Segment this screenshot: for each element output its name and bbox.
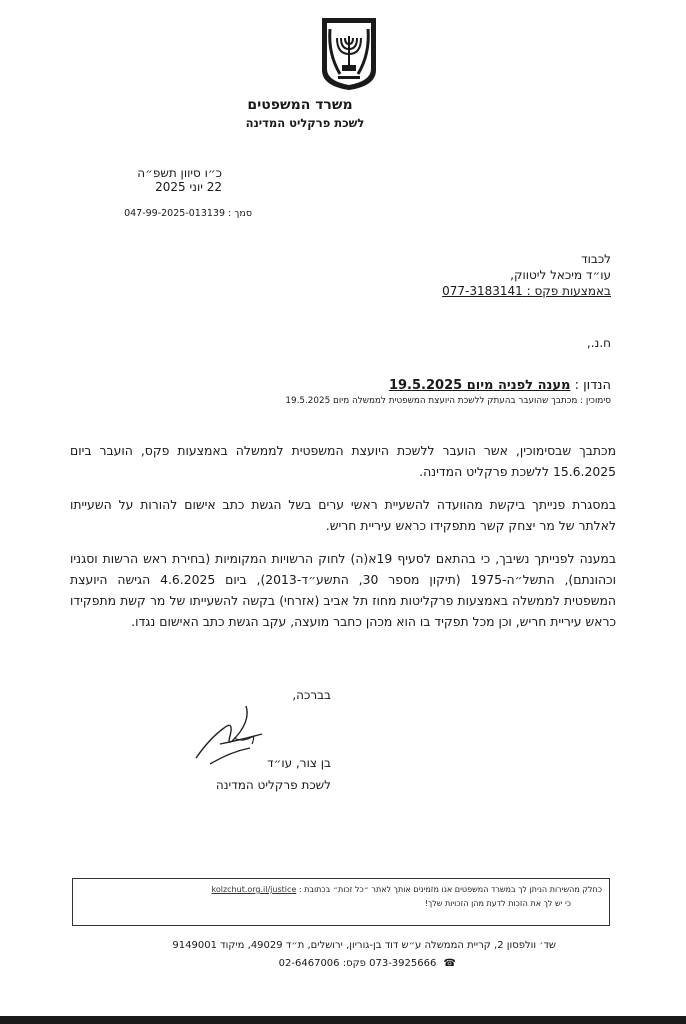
reference-label: סמך : xyxy=(228,208,252,219)
body-paragraph-1: מכתבך שבסימוכין, אשר הועבר ללשכת היועצת המשפטית לממשלה באמצעות פקס, הועבר ביום 15.6.2025 ללשכת פרקליט המדינה. xyxy=(70,443,616,479)
rights-notice-line-1 xyxy=(211,885,602,894)
state-emblem-icon xyxy=(318,14,380,92)
signer-office: לשכת פרקליט המדינה xyxy=(215,778,331,792)
body-paragraph-2: במסגרת פנייתך ביקשת מהוועדה להשעיית ראשי ערים בשל הגשת כתב אישום להורות על השעייתו לאלתר של מר יצחק קשר מתפקידו כראש עיריית חריש. xyxy=(70,497,616,533)
recipient-name: עו״ד מיכאל ליטווק, xyxy=(510,268,611,282)
fax-label: באמצעות פקס : xyxy=(526,284,611,298)
footer-phone: 073-3925666 xyxy=(369,958,437,969)
footer-address: שד׳ וולפסון 2, קריית הממשלה ע״ש דוד בן-גוריון, ירושלים, ת״ד 49029, מיקוד 9149001 xyxy=(172,940,556,951)
footer-contact xyxy=(279,958,456,969)
subject-label: הנדון : xyxy=(574,378,611,393)
kolzchut-link[interactable]: kolzchut.org.il/justice xyxy=(211,885,297,894)
subject-text: מענה לפניה מיום 19.5.2025 xyxy=(388,378,571,393)
reference-number: 047-99-2025-013139 xyxy=(124,208,226,219)
ministry-name: משרד המשפטים xyxy=(247,97,353,113)
subject-reference: סימוכין : מכתבך שהועבר בהעתק ללשכת היועצת המשפטית לממשלה מיום 19.5.2025 xyxy=(285,396,611,406)
footer-fax: 02-6467006 xyxy=(278,958,340,969)
recipient-fax xyxy=(442,284,611,298)
rights-notice-text: כחלק מהשירות הניתן לך במשרד המשפטים אנו מזמינים אותך לאתר ״כל זכות״ בכתובת : xyxy=(298,885,602,894)
fax-number: 077-3183141 xyxy=(442,284,523,298)
recipient-title: לכבוד xyxy=(581,252,611,266)
reference-line xyxy=(124,208,252,219)
subject-line xyxy=(389,378,611,393)
closing: בברכה, xyxy=(292,688,331,702)
rights-notice-line-2: כי יש לך את הזכות לדעת מהן הזכויות שלך! xyxy=(424,899,571,908)
phone-fax-icon: ☎ xyxy=(443,958,456,969)
footer-fax-label: פקס: xyxy=(342,958,366,969)
body-paragraph-3: במענה לפנייתך נשיבך, כי בהתאם לסעיף 19א(ה) לחוק הרשויות המקומיות (בחירת ראש הרשות וסגניו וכהונתם), התשל״ה-1975 (תיקון מספר 30, התשע״ד-2013), ביום 4.6.2025 הגישה היועצת המשפטית לממשלה באמצעות פרקליטות מחוז תל אביב (אזרחי) בקשה להשעייתו של מר קשת מתפקידו כראש עיריית חריש, וכן מכל תפקיד בו הוא מכהן כחבר מועצה, עקב הגשת כתב האישום נגדו. xyxy=(70,551,617,629)
signer-name: בן צור, עו״ד xyxy=(267,756,331,770)
handwritten-signature xyxy=(190,698,276,772)
date-gregorian: 22 יוני 2025 xyxy=(155,180,222,194)
greeting: ח.נ., xyxy=(586,336,611,350)
date-hebrew: כ״ו סיוון תשפ״ה xyxy=(137,166,222,180)
office-name: לשכת פרקליט המדינה xyxy=(245,116,365,130)
bottom-scan-edge xyxy=(0,1016,686,1024)
